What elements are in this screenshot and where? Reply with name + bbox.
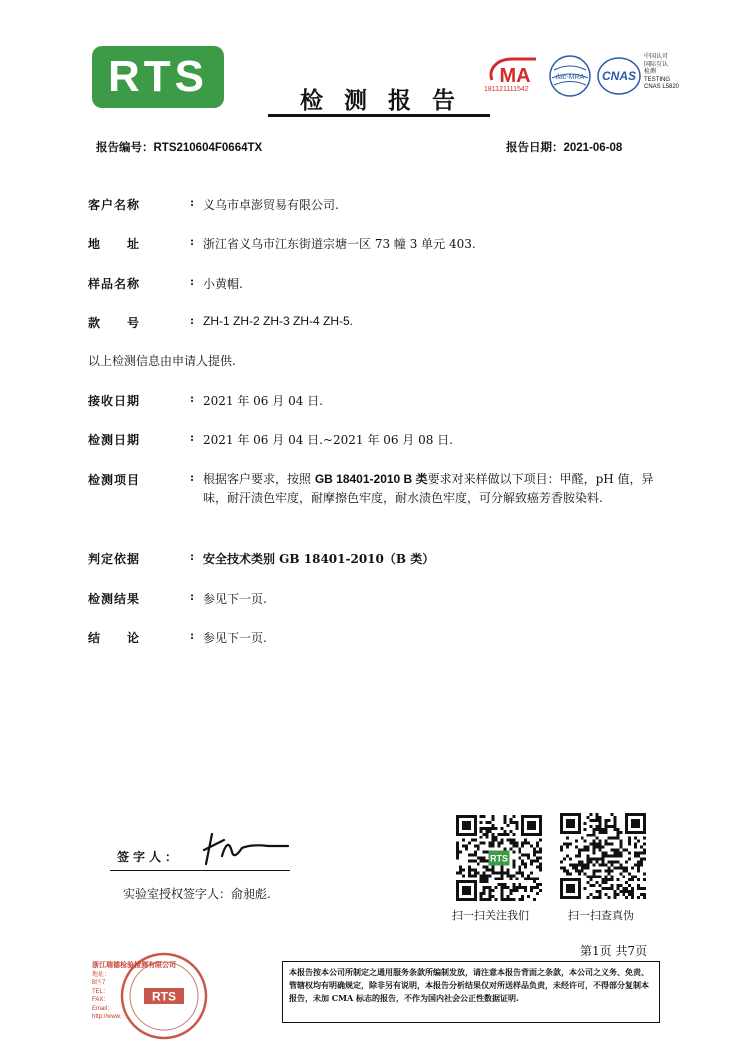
contact-line: Email： [92, 1005, 114, 1012]
page-number: 第1页 共7页 [580, 944, 648, 958]
ilac-text: ilac-MRA [555, 74, 585, 81]
client-value: 义乌市卓澎贸易有限公司. [203, 198, 339, 212]
received-value: 2021 年 06 月 04 日. [203, 394, 323, 408]
contact-line: 地址： [92, 971, 111, 978]
contact-line: FAX： [92, 997, 110, 1003]
company-name: 浙江瑞德检验检测有限公司 [92, 962, 176, 969]
disclaimer-text: 本报告按本公司所制定之通用服务条款所编制发放，请注意本报告背面之条款，本公司之义务、免责、管辖权均有明确规定，除非另有说明，本报告分析结果仅对所送样品负责，未经许可，不得部分复制本报告，未加 CMA 标志的报告，不作为国内社会公正性数据证明. [289, 967, 649, 1003]
qr-code-verify-icon[interactable] [560, 813, 646, 899]
info-note: 以上检测信息由申请人提供. [88, 354, 236, 368]
cnas-text: CNAS [601, 69, 637, 83]
received-label: 接收日期 [88, 394, 141, 408]
cnas-caption-line: 国际互认 [644, 61, 669, 68]
cnas-caption-line: TESTING [644, 76, 671, 83]
qr-modules [560, 813, 646, 899]
qr-center-logo: RTS [490, 853, 508, 864]
title-underline [268, 114, 490, 117]
items-value-post: 要求对来样做以下项目：甲醛，pH 值，异味，耐汗渍色牢度，耐摩擦色牢度，耐水渍色牢度，可分解致癌芳香胺染料. [203, 472, 654, 505]
seal-text: RTS [152, 989, 176, 1004]
ilac-mra-icon [548, 54, 592, 98]
address-value: 浙江省义乌市江东街道宗塘一区 73 幢 3 单元 403. [203, 237, 476, 251]
sample-label: 样品名称 [88, 277, 141, 291]
items-value-standard: GB 18401-2010 B 类 [314, 472, 428, 486]
handwritten-signature-icon [198, 826, 294, 868]
colon: : [190, 629, 195, 642]
cnas-caption-line: 检测 [644, 69, 657, 75]
disclaimer-box [282, 961, 660, 1023]
contact-line: http://www. [92, 1014, 122, 1020]
colon: : [190, 550, 195, 563]
conclusion-value: 参见下一页. [203, 631, 267, 645]
model-label: 款号 [88, 316, 167, 330]
colon: : [190, 471, 195, 484]
colon: : [190, 431, 195, 444]
qr-follow-caption: 扫一扫关注我们 [452, 909, 529, 922]
items-value-pre: 根据客户要求，按照 [203, 472, 315, 486]
report-number-value: RTS210604F0664TX [153, 142, 263, 154]
basis-label: 判定依据 [88, 552, 141, 566]
report-date-value: 2021-06-08 [563, 142, 623, 154]
cma-number: 181121111542 [484, 86, 529, 93]
cma-text: MA [499, 65, 531, 87]
qr-verify-caption: 扫一扫查真伪 [568, 909, 634, 922]
client-label: 客户名称 [88, 198, 141, 212]
sample-value: 小黄帽. [203, 277, 243, 291]
colon: : [190, 392, 195, 405]
report-number [96, 139, 262, 155]
company-seal-icon [118, 950, 210, 1042]
colon: : [190, 196, 195, 209]
report-title: 检测报告 [300, 87, 476, 114]
colon: : [190, 590, 195, 603]
cnas-caption-line: 中国认可 [644, 54, 669, 60]
report-date [506, 139, 622, 155]
model-value: ZH-1 ZH-2 ZH-3 ZH-4 ZH-5. [203, 314, 353, 328]
report-date-label: 报告日期： [506, 140, 564, 154]
result-label: 检测结果 [88, 592, 141, 606]
colon: : [190, 235, 195, 248]
items-label: 检测项目 [88, 473, 141, 487]
conclusion-label: 结论 [88, 631, 167, 645]
colon: : [190, 314, 195, 327]
cnas-caption-line: CNAS L5820 [644, 84, 680, 90]
result-value: 参见下一页. [203, 592, 267, 606]
signature-line [110, 870, 290, 871]
cnas-mark-icon [596, 54, 642, 98]
colon: : [190, 275, 195, 288]
cnas-caption [644, 54, 684, 92]
items-value [203, 470, 665, 508]
address-label: 地址 [88, 237, 167, 251]
rts-logo: RTS [92, 46, 224, 108]
test-date-label: 检测日期 [88, 433, 141, 447]
contact-line: B区7 [92, 980, 106, 986]
signatory-title: 实验室授权签字人：俞昶彪. [123, 887, 271, 901]
contact-line: TEL： [92, 988, 110, 995]
qr-code-follow-icon[interactable] [456, 815, 542, 901]
report-number-label: 报告编号： [96, 140, 154, 154]
signature-label: 签字人： [117, 850, 182, 864]
test-date-value: 2021 年 06 月 04 日.~2021 年 06 月 08 日. [203, 433, 453, 447]
basis-value: 安全技术类别 GB 18401-2010（B 类） [203, 552, 435, 566]
